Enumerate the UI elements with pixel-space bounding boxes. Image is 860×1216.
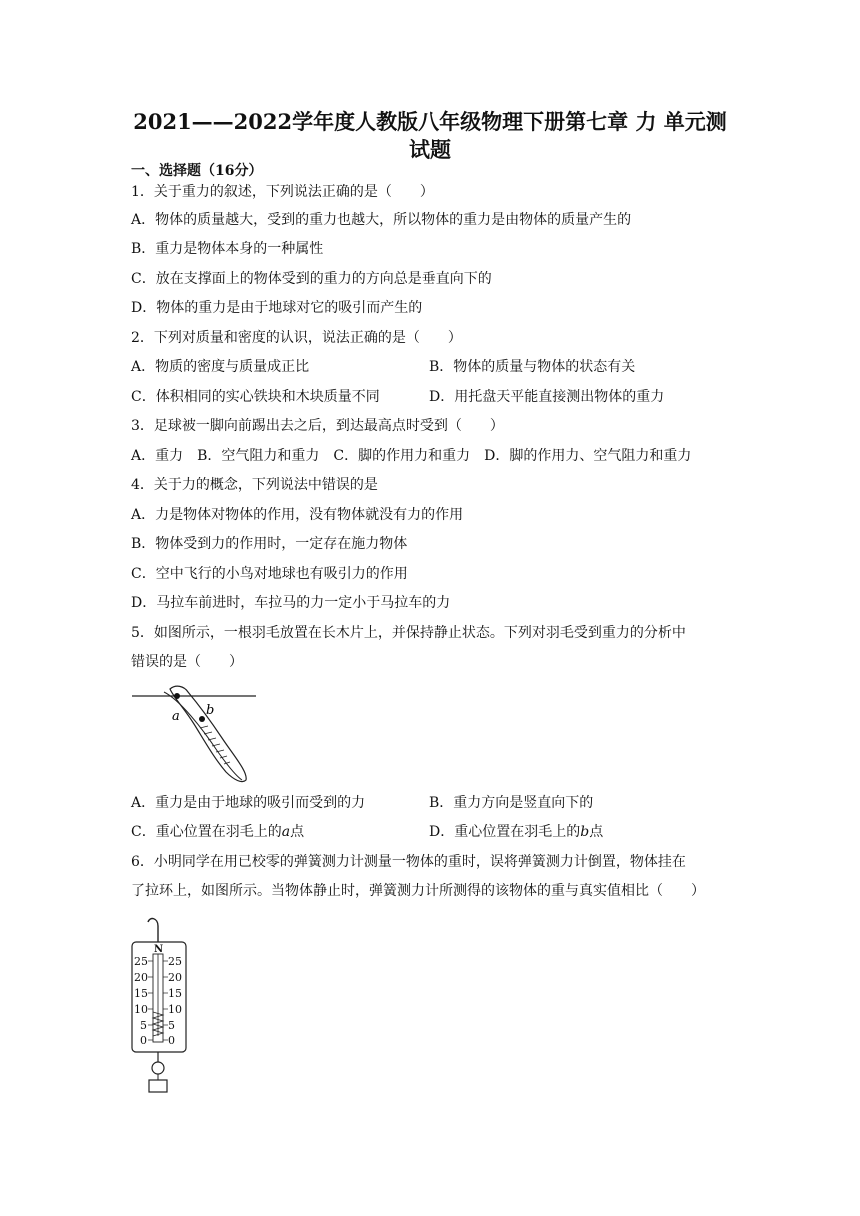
document-title-line2: 试题	[409, 137, 451, 162]
scale-left-25: 25	[134, 955, 148, 968]
q5-option-d: D．重心位置在羽毛上的b点	[429, 824, 604, 840]
q1-stem: 1．关于重力的叙述，下列说法正确的是（ ）	[131, 184, 434, 200]
q4-option-b: B．物体受到力的作用时，一定存在施力物体	[131, 536, 408, 552]
q2-option-b: B．物体的质量与物体的状态有关	[429, 359, 636, 375]
q2-option-d: D．用托盘天平能直接测出物体的重力	[429, 389, 665, 405]
scale-right-25: 25	[168, 955, 182, 968]
scale-left-15: 15	[134, 987, 148, 1000]
q5-stem-line2: 错误的是（ ）	[131, 654, 243, 670]
q4-option-a: A．力是物体对物体的作用，没有物体就没有力的作用	[131, 507, 464, 523]
q6-stem-line2: 了拉环上，如图所示。当物体静止时，弹簧测力计所测得的该物体的重与真实值相比（ ）	[131, 883, 705, 899]
q1-option-b: B．重力是物体本身的一种属性	[131, 241, 324, 257]
spring-scale-figure	[128, 912, 192, 1096]
scale-left-20: 20	[134, 971, 148, 984]
section-heading: 一、选择题（16分）	[131, 163, 263, 179]
document-title-line1: 2021——2022学年度人教版八年级物理下册第七章 力 单元测	[133, 109, 727, 134]
scale-right-5: 5	[168, 1019, 175, 1032]
q4-stem: 4．关于力的概念，下列说法中错误的是	[131, 477, 378, 493]
q6-stem-line1: 6．小明同学在用已校零的弹簧测力计测量一物体的重时，误将弹簧测力计倒置，物体挂在	[131, 854, 686, 870]
point-a-label: a	[172, 709, 180, 724]
scale-right-20: 20	[168, 971, 182, 984]
q3-stem: 3．足球被一脚向前踢出去之后，到达最高点时受到（ ）	[131, 418, 504, 434]
q2-stem: 2．下列对质量和密度的认识，说法正确的是（ ）	[131, 330, 462, 346]
q1-option-c: C．放在支撑面上的物体受到的重力的方向总是垂直向下的	[131, 271, 492, 287]
q4-option-c: C．空中飞行的小鸟对地球也有吸引力的作用	[131, 566, 408, 582]
q1-option-a: A．物体的质量越大，受到的重力也越大，所以物体的重力是由物体的质量产生的	[131, 212, 632, 228]
q5-option-c: C．重心位置在羽毛上的a点	[131, 824, 305, 840]
q5-option-b: B．重力方向是竖直向下的	[429, 795, 594, 811]
q2-option-c: C．体积相同的实心铁块和木块质量不同	[131, 389, 380, 405]
q5-option-a: A．重力是由于地球的吸引而受到的力	[131, 795, 366, 811]
scale-left-5: 5	[140, 1019, 147, 1032]
scale-left-0: 0	[140, 1034, 147, 1047]
scale-right-10: 10	[168, 1003, 182, 1016]
q4-option-d: D．马拉车前进时，车拉马的力一定小于马拉车的力	[131, 595, 451, 611]
q5-stem-line1: 5．如图所示，一根羽毛放置在长木片上，并保持静止状态。下列对羽毛受到重力的分析中	[131, 625, 686, 641]
q1-option-d: D．物体的重力是由于地球对它的吸引而产生的	[131, 300, 423, 316]
scale-unit: N	[154, 944, 164, 955]
q3-options: A．重力 B．空气阻力和重力 C．脚的作用力和重力 D．脚的作用力、空气阻力和重力	[131, 448, 692, 464]
scale-right-15: 15	[168, 987, 182, 1000]
point-b-label: b	[206, 703, 215, 718]
q2-option-a: A．物质的密度与质量成正比	[131, 359, 310, 375]
feather-figure	[130, 680, 260, 788]
scale-left-10: 10	[134, 1003, 148, 1016]
scale-right-0: 0	[168, 1034, 175, 1047]
